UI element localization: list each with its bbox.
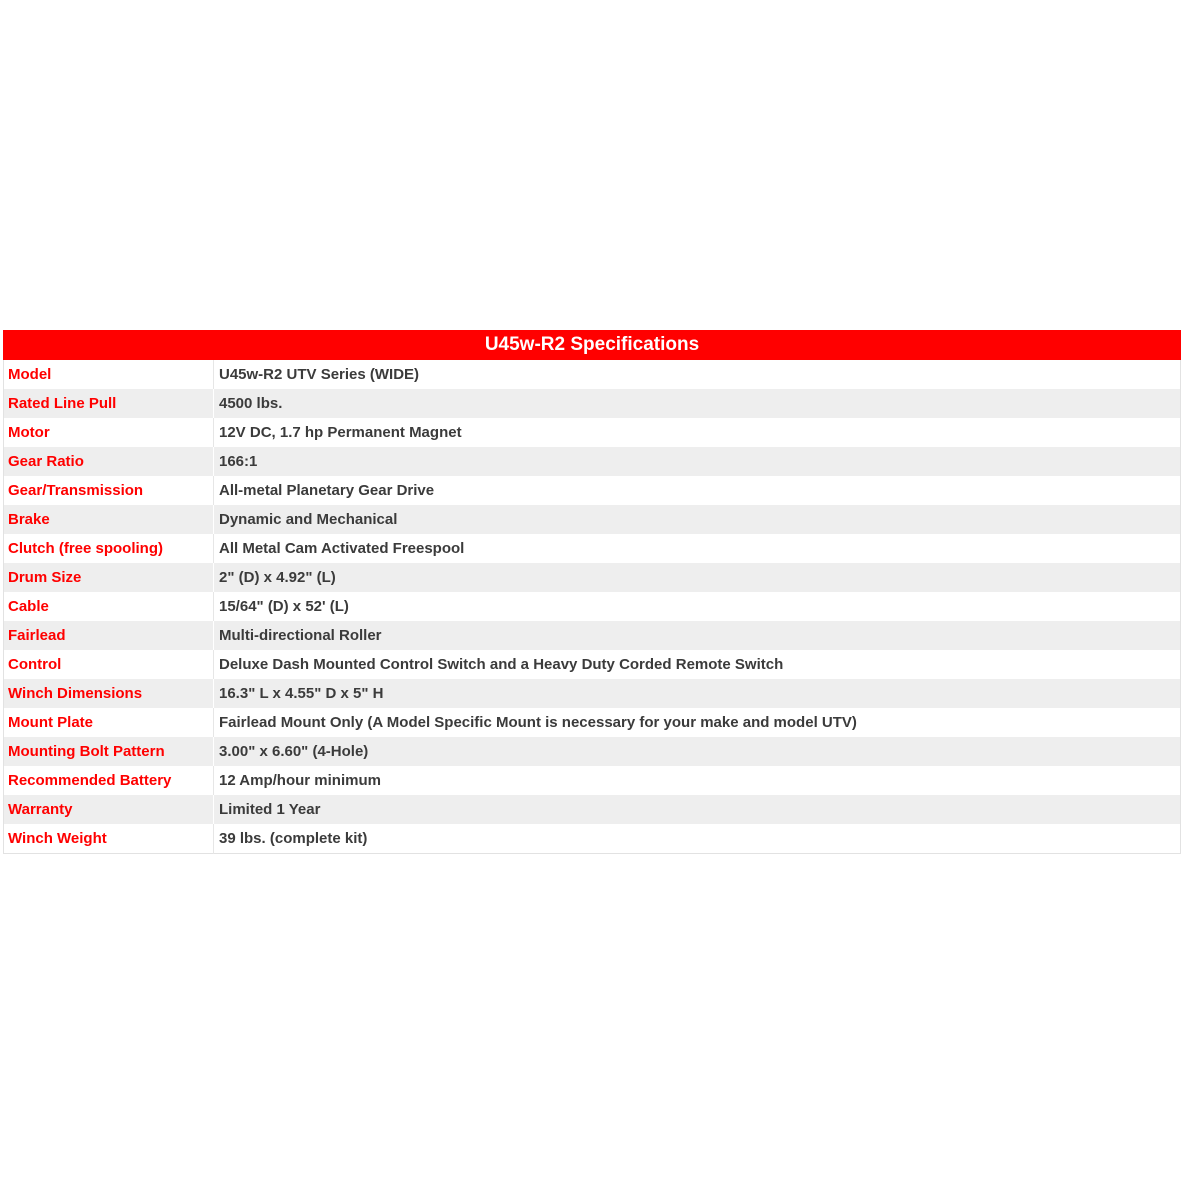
table-title-bar <box>3 330 1181 360</box>
table-row <box>4 650 1181 679</box>
spec-value: Dynamic and Mechanical <box>214 505 1181 534</box>
spec-value: 39 lbs. (complete kit) <box>214 824 1181 853</box>
table-row <box>4 708 1181 737</box>
spec-rows-table <box>3 360 1181 854</box>
table-row <box>4 418 1181 447</box>
spec-value: Limited 1 Year <box>214 795 1181 824</box>
spec-label: Recommended Battery <box>4 766 214 795</box>
spec-label: Rated Line Pull <box>4 389 214 418</box>
table-row <box>4 824 1181 853</box>
spec-value: 2" (D) x 4.92" (L) <box>214 563 1181 592</box>
spec-value: 4500 lbs. <box>214 389 1181 418</box>
spec-value: 12 Amp/hour minimum <box>214 766 1181 795</box>
spec-label: Drum Size <box>4 563 214 592</box>
table-row <box>4 389 1181 418</box>
spec-label: Motor <box>4 418 214 447</box>
spec-label: Gear/Transmission <box>4 476 214 505</box>
table-row <box>4 563 1181 592</box>
table-row <box>4 795 1181 824</box>
table-row <box>4 476 1181 505</box>
table-row <box>4 766 1181 795</box>
spec-value: 12V DC, 1.7 hp Permanent Magnet <box>214 418 1181 447</box>
table-row <box>4 737 1181 766</box>
spec-label: Mounting Bolt Pattern <box>4 737 214 766</box>
spec-label: Gear Ratio <box>4 447 214 476</box>
spec-label: Control <box>4 650 214 679</box>
spec-value: Fairlead Mount Only (A Model Specific Mount is necessary for your make and model UTV) <box>214 708 1181 737</box>
spec-table <box>3 330 1181 854</box>
spec-label: Winch Dimensions <box>4 679 214 708</box>
spec-value: All Metal Cam Activated Freespool <box>214 534 1181 563</box>
spec-value: 166:1 <box>214 447 1181 476</box>
table-row <box>4 679 1181 708</box>
spec-label: Cable <box>4 592 214 621</box>
spec-value: Deluxe Dash Mounted Control Switch and a Heavy Duty Corded Remote Switch <box>214 650 1181 679</box>
table-row <box>4 592 1181 621</box>
table-row <box>4 534 1181 563</box>
spec-label: Brake <box>4 505 214 534</box>
table-row <box>4 360 1181 389</box>
spec-table-body <box>4 360 1181 853</box>
spec-label: Warranty <box>4 795 214 824</box>
spec-label: Fairlead <box>4 621 214 650</box>
table-row <box>4 505 1181 534</box>
spec-label: Clutch (free spooling) <box>4 534 214 563</box>
table-title: U45w-R2 Specifications <box>484 334 700 355</box>
spec-label: Mount Plate <box>4 708 214 737</box>
spec-value: 16.3" L x 4.55" D x 5" H <box>214 679 1181 708</box>
table-row <box>4 621 1181 650</box>
spec-label: Winch Weight <box>4 824 214 853</box>
spec-label: Model <box>4 360 214 389</box>
spec-value: Multi-directional Roller <box>214 621 1181 650</box>
spec-value: U45w-R2 UTV Series (WIDE) <box>214 360 1181 389</box>
table-row <box>4 447 1181 476</box>
spec-value: 3.00" x 6.60" (4-Hole) <box>214 737 1181 766</box>
spec-value: All-metal Planetary Gear Drive <box>214 476 1181 505</box>
spec-value: 15/64" (D) x 52' (L) <box>214 592 1181 621</box>
